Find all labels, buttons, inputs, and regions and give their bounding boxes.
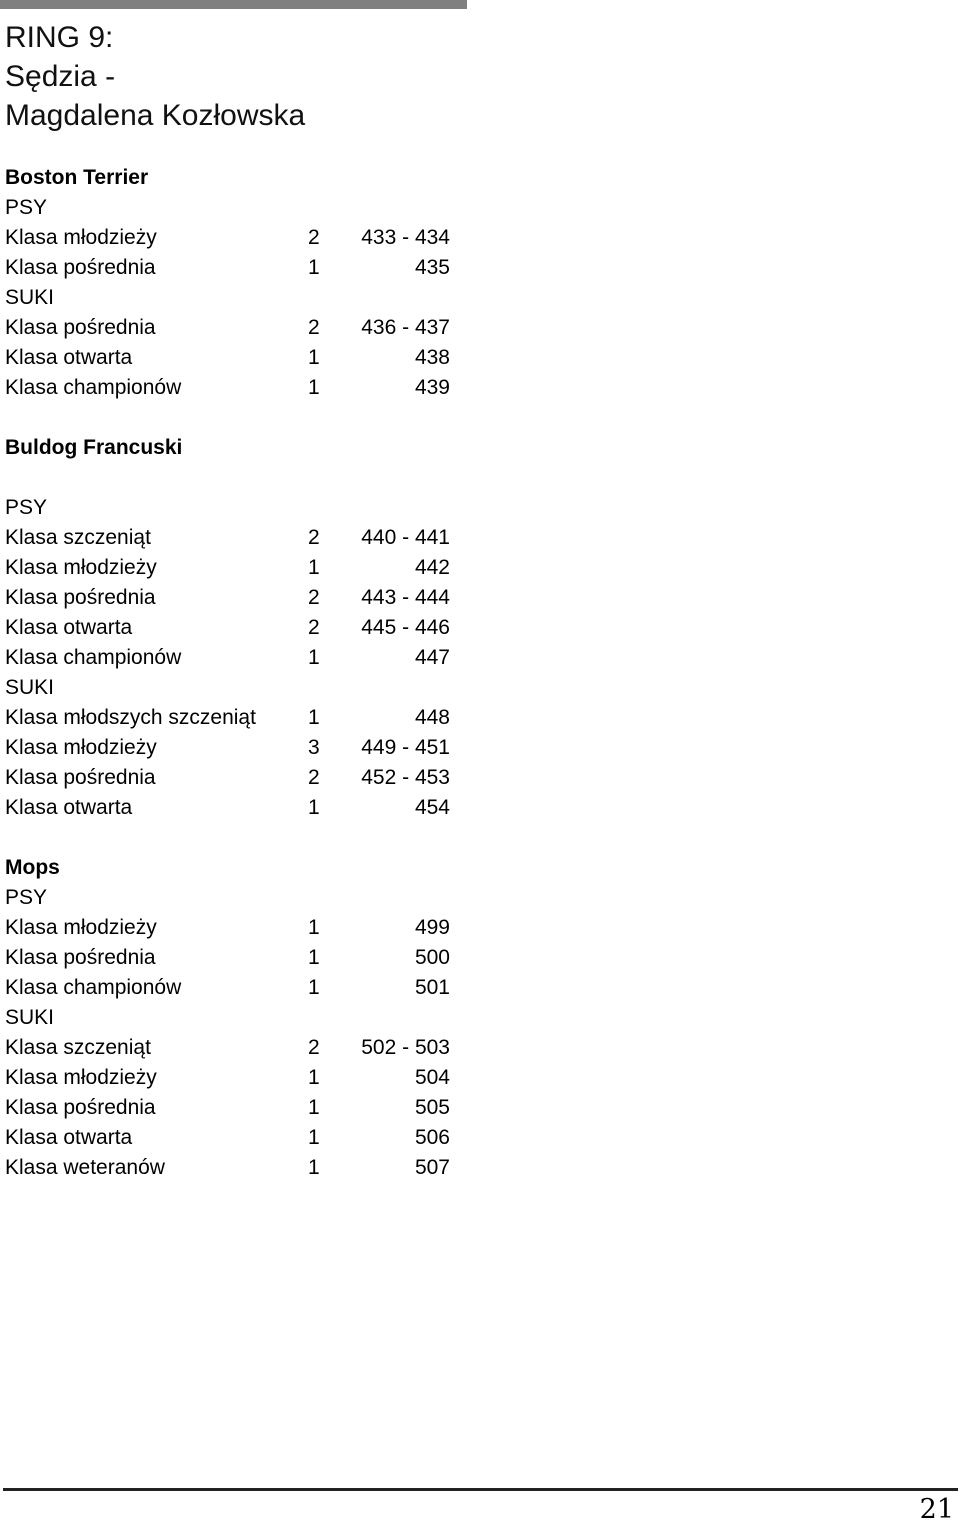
class-name: Klasa championów — [5, 376, 182, 399]
dog-count: 1 — [308, 706, 320, 729]
class-row — [5, 583, 455, 613]
catalog-numbers: 445 - 446 — [361, 616, 450, 639]
dog-count: 1 — [308, 256, 320, 279]
dog-count: 2 — [308, 526, 320, 549]
sex-label: SUKI — [5, 286, 55, 309]
class-row — [5, 1123, 455, 1153]
class-row — [5, 913, 455, 943]
class-row — [5, 643, 455, 673]
class-name: Klasa szczeniąt — [5, 526, 151, 549]
class-name: Klasa młodzieży — [5, 916, 157, 939]
catalog-numbers: 502 - 503 — [361, 1036, 450, 1059]
dog-count: 1 — [308, 976, 320, 999]
class-name: Klasa młodzieży — [5, 556, 157, 579]
header-bar — [0, 0, 467, 9]
dog-count: 1 — [308, 796, 320, 819]
catalog-numbers: 500 — [414, 946, 450, 969]
class-row — [5, 943, 455, 973]
dog-count: 1 — [308, 1096, 320, 1119]
class-row — [5, 703, 455, 733]
section-gap — [5, 403, 455, 433]
sex-label: PSY — [5, 496, 48, 519]
section-gap — [5, 823, 455, 853]
class-name: Klasa championów — [5, 646, 182, 669]
class-name: Klasa pośrednia — [5, 586, 156, 609]
catalog-numbers: 452 - 453 — [361, 766, 450, 789]
dog-count: 1 — [308, 916, 320, 939]
class-row — [5, 733, 455, 763]
class-name: Klasa młodszych szczeniąt — [5, 706, 256, 729]
class-row — [5, 223, 455, 253]
class-name: Klasa szczeniąt — [5, 1036, 151, 1059]
catalog-numbers: 443 - 444 — [361, 586, 450, 609]
class-row — [5, 373, 455, 403]
dog-count: 2 — [308, 766, 320, 789]
page-number: 21 — [919, 1494, 954, 1525]
dog-count: 1 — [308, 946, 320, 969]
class-row — [5, 313, 455, 343]
class-name: Klasa młodzieży — [5, 736, 157, 759]
dog-count: 1 — [308, 346, 320, 369]
catalog-numbers: 439 — [414, 376, 450, 399]
class-row — [5, 1033, 455, 1063]
catalog-numbers: 505 — [414, 1096, 450, 1119]
dog-count: 2 — [308, 226, 320, 249]
breed-gap — [5, 463, 455, 493]
breed-section — [5, 853, 455, 1183]
class-row — [5, 613, 455, 643]
catalog-numbers: 435 — [414, 256, 450, 279]
catalog-numbers: 447 — [414, 646, 450, 669]
dog-count: 1 — [308, 556, 320, 579]
class-name: Klasa weteranów — [5, 1156, 165, 1179]
dog-count: 1 — [308, 376, 320, 399]
catalog-numbers: 438 — [414, 346, 450, 369]
class-row — [5, 1093, 455, 1123]
breed-section — [5, 433, 455, 823]
class-row — [5, 253, 455, 283]
class-name: Klasa młodzieży — [5, 1066, 157, 1089]
class-name: Klasa otwarta — [5, 796, 133, 819]
class-row — [5, 343, 455, 373]
dog-count: 1 — [308, 646, 320, 669]
sex-label: SUKI — [5, 1006, 55, 1029]
dog-count: 3 — [308, 736, 320, 759]
catalog-numbers: 501 — [414, 976, 450, 999]
class-name: Klasa młodzieży — [5, 226, 157, 249]
catalog-numbers: 433 - 434 — [361, 226, 450, 249]
catalog-numbers: 454 — [414, 796, 450, 819]
sex-label: PSY — [5, 196, 48, 219]
class-row — [5, 793, 455, 823]
footer-divider — [3, 1488, 958, 1491]
catalog-numbers: 499 — [414, 916, 450, 939]
class-name: Klasa championów — [5, 976, 182, 999]
catalog-numbers: 449 - 451 — [361, 736, 450, 759]
catalog-numbers: 442 — [414, 556, 450, 579]
class-name: Klasa pośrednia — [5, 256, 156, 279]
catalog-numbers: 440 - 441 — [361, 526, 450, 549]
breed-heading: Boston Terrier — [5, 166, 149, 189]
dog-count: 2 — [308, 316, 320, 339]
catalog-numbers: 507 — [414, 1156, 450, 1179]
class-row — [5, 973, 455, 1003]
sex-label: SUKI — [5, 676, 55, 699]
title-line-judge-name: Magdalena Kozłowska — [5, 99, 306, 132]
sex-label: PSY — [5, 886, 48, 909]
page-title — [5, 18, 305, 135]
class-name: Klasa pośrednia — [5, 316, 156, 339]
class-row — [5, 553, 455, 583]
class-row — [5, 763, 455, 793]
class-name: Klasa otwarta — [5, 616, 133, 639]
class-row — [5, 1063, 455, 1093]
dog-count: 1 — [308, 1156, 320, 1179]
catalog-numbers: 436 - 437 — [361, 316, 450, 339]
breed-section — [5, 163, 455, 403]
class-name: Klasa otwarta — [5, 346, 133, 369]
class-name: Klasa pośrednia — [5, 946, 156, 969]
catalog-numbers: 506 — [414, 1126, 450, 1149]
class-row — [5, 523, 455, 553]
dog-count: 1 — [308, 1066, 320, 1089]
dog-count: 2 — [308, 586, 320, 609]
dog-count: 2 — [308, 1036, 320, 1059]
ring-schedule — [5, 163, 455, 1183]
dog-count: 1 — [308, 1126, 320, 1149]
class-name: Klasa pośrednia — [5, 1096, 156, 1119]
title-line-judge-label: Sędzia - — [5, 60, 116, 93]
catalog-numbers: 504 — [414, 1066, 450, 1089]
breed-heading: Buldog Francuski — [5, 436, 183, 459]
title-line-ring: RING 9: — [5, 21, 114, 54]
class-name: Klasa pośrednia — [5, 766, 156, 789]
class-name: Klasa otwarta — [5, 1126, 133, 1149]
class-row — [5, 1153, 455, 1183]
catalog-numbers: 448 — [414, 706, 450, 729]
breed-heading: Mops — [5, 856, 60, 879]
dog-count: 2 — [308, 616, 320, 639]
